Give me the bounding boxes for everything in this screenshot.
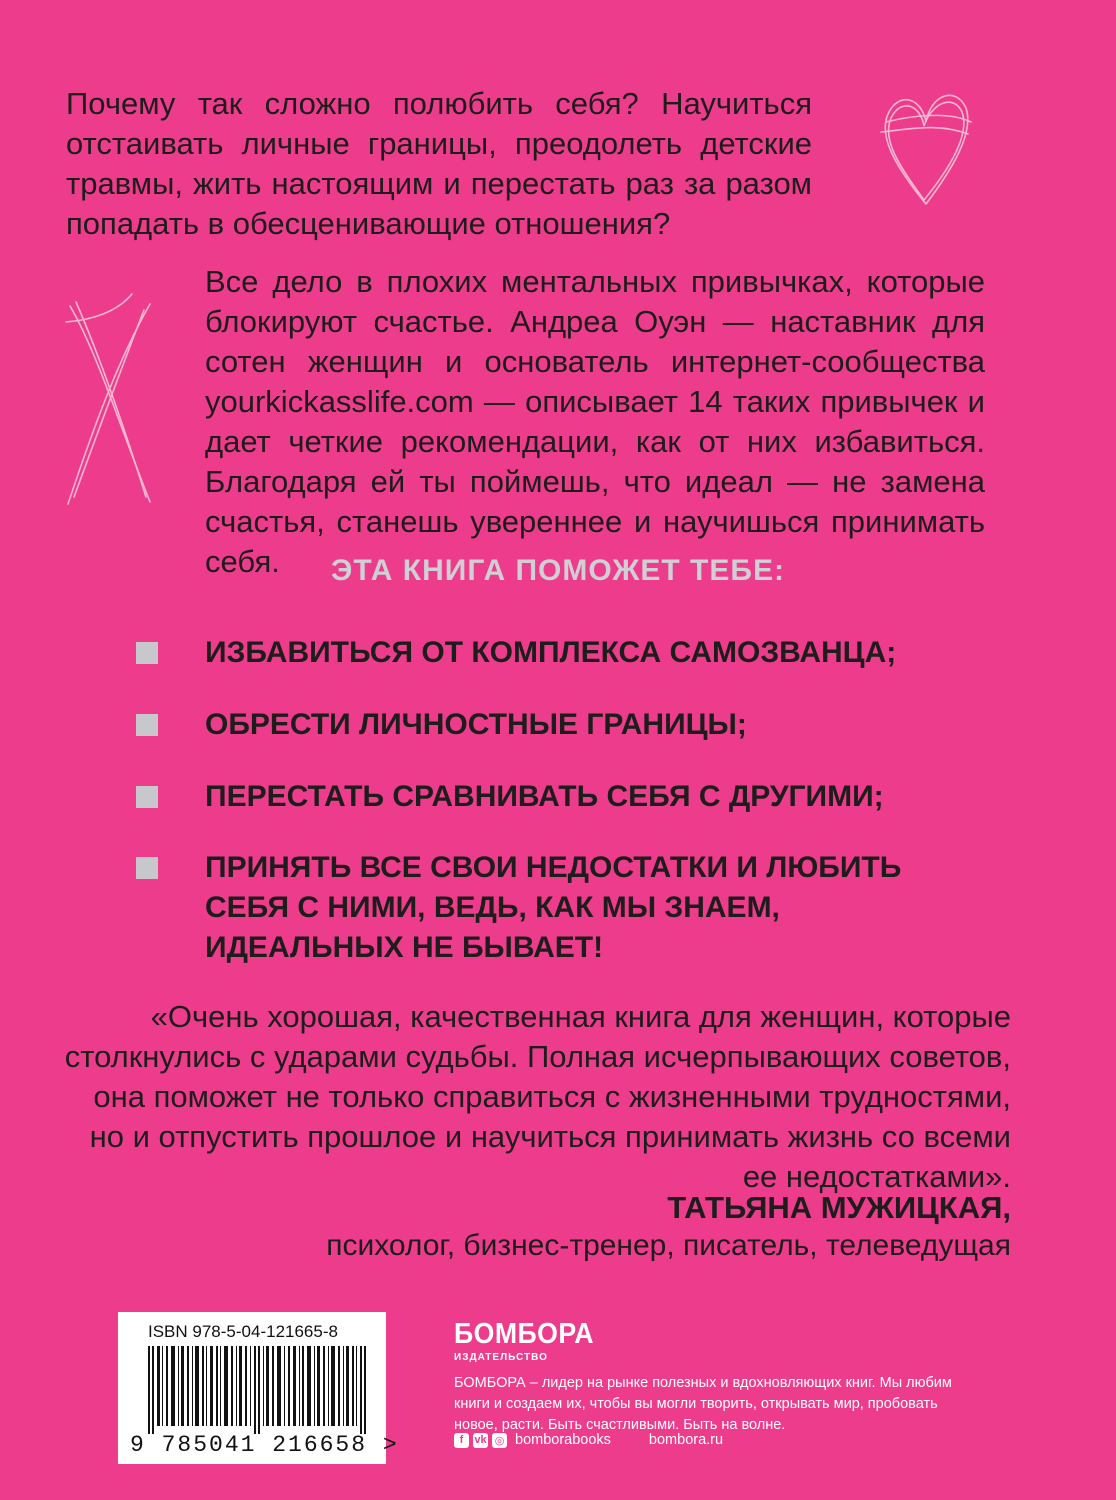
quote-author-role: психолог, бизнес-тренер, писатель, телеведущая [326,1229,1011,1262]
benefit-text: ПРИНЯТЬ ВСЕ СВОИ НЕДОСТАТКИ И ЛЮБИТЬ СЕБЯ С НИМИ, ВЕДЬ, КАК МЫ ЗНАЕМ, ИДЕАЛЬНЫХ НЕ БЫВАЕТ! [205,851,902,964]
benefit-text: ИЗБАВИТЬСЯ ОТ КОМПЛЕКСА САМОЗВАНЦА; [205,636,897,669]
description-paragraph: Все дело в плохих ментальных привычках, которые блокируют счастье. Андреа Оуэн — наставник для сотен женщин и основатель интернет-сообщества yourkickasslife.com — описывает 14 таких привычек и дает четкие рекомендации, как от них избавиться. Благодаря ей ты поймешь, что идеал — не замена счастья, станешь увереннее и научишься принимать себя. [205,264,985,579]
vk-icon[interactable]: vk [474,1434,487,1446]
social-handle[interactable]: bomborabooks [515,1432,611,1448]
quote-author: ТАТЬЯНА МУЖИЦКАЯ, [667,1190,1011,1225]
intro-paragraph: Почему так сложно полюбить себя? Научиться отстаивать личные границы, преодолеть детские травмы, жить настоящим и перестать раз за разом попадать в обесценивающие отношения? [66,86,812,241]
bullet-square-icon [136,642,158,664]
heart-scribble-icon [876,82,976,212]
barcode-digits: 9 785041 216658 > [130,1432,399,1458]
cross-scribble-icon [62,292,157,507]
publisher-logo: БОМБОРА [454,1318,595,1350]
benefit-text: ОБРЕСТИ ЛИЧНОСТНЫЕ ГРАНИЦЫ; [205,708,747,741]
publisher-social-row [454,1432,723,1448]
publisher-subtitle: ИЗДАТЕЛЬСТВО [454,1352,548,1363]
bullet-square-icon [136,714,158,736]
publisher-website-link[interactable]: bombora.ru [648,1432,724,1448]
benefit-text: ПЕРЕСТАТЬ СРАВНИВАТЬ СЕБЯ С ДРУГИМИ; [205,780,884,813]
review-quote: «Очень хорошая, качественная книга для женщин, которые столкнулись с ударами судьбы. Полная исчерпывающих советов, она поможет не только справиться с жизненными трудностями, но и отпустить прошлое и научиться принимать жизнь со всеми ее недостатками». [64,999,1011,1194]
instagram-icon[interactable]: ◎ [492,1433,507,1448]
publisher-description: БОМБОРА – лидер на рынке полезных и вдохновляющих книг. Мы любим книги и создаем их, чтобы вы могли творить, открывать мир, пробовать новое, расти. Быть счастливыми. Быть на волне. [454,1375,952,1433]
benefits-title: ЭТА КНИГА ПОМОЖЕТ ТЕБЕ: [331,554,785,587]
bullet-square-icon [136,786,158,808]
facebook-icon[interactable]: f [454,1433,469,1448]
barcode-bars-icon [148,1346,368,1434]
barcode [118,1312,399,1464]
isbn-number: ISBN 978-5-04-121665-8 [148,1322,338,1341]
bullet-square-icon [136,857,158,879]
